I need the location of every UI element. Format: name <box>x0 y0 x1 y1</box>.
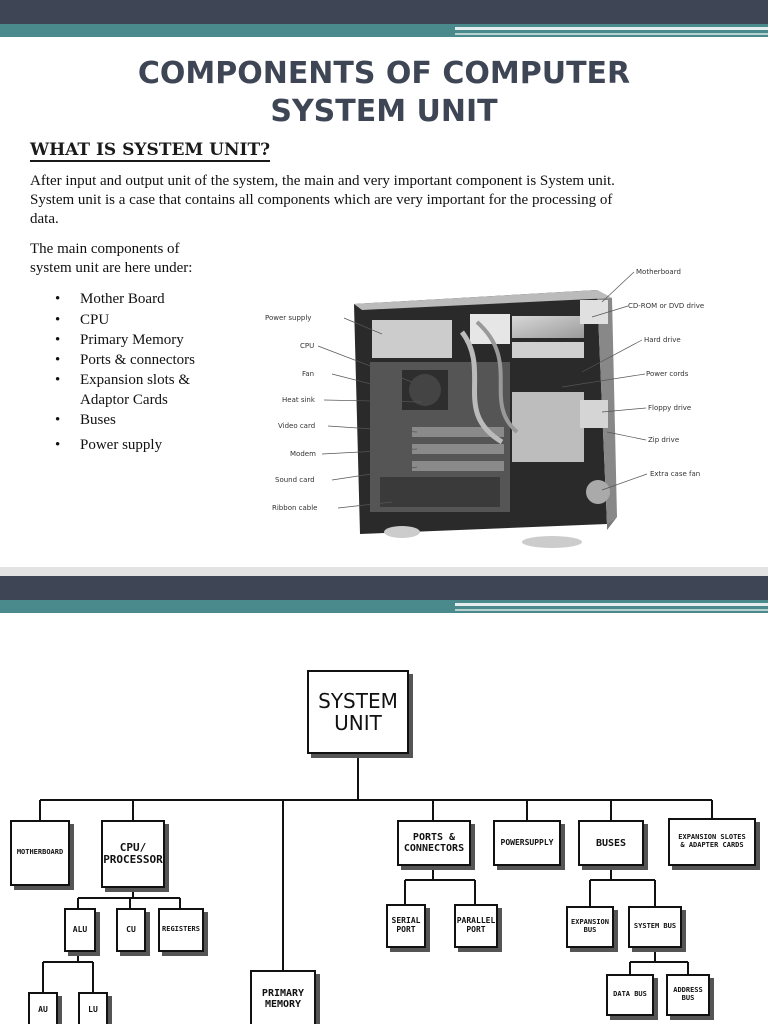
node-alu: ALU <box>64 908 96 952</box>
node-system-unit: SYSTEM UNIT <box>307 670 409 754</box>
label-power-cords: Power cords <box>646 370 689 378</box>
label-cpu: CPU <box>300 342 315 350</box>
node-motherboard: MOTHERBOARD <box>10 820 70 886</box>
label-cd-rom-drive: CD-ROM or DVD drive <box>628 302 705 310</box>
slide-title-line-2: SYSTEM UNIT <box>270 94 498 129</box>
label-power-supply: Power supply <box>265 314 312 322</box>
label-zip-drive: Zip drive <box>648 436 680 444</box>
tree-connectors <box>0 576 768 1024</box>
label-heat-sink: Heat sink <box>282 396 315 404</box>
node-expansion-slots-adapter-cards: EXPANSION SLOTES & ADAPTER CARDS <box>668 818 756 866</box>
slide-header-bar <box>0 0 768 40</box>
node-address-bus: ADDRESS BUS <box>666 974 710 1016</box>
node-buses: BUSES <box>578 820 644 866</box>
intro-line-2: system unit are here under: <box>30 260 193 276</box>
node-primary-memory: PRIMARY MEMORY <box>250 970 316 1024</box>
label-fan: Fan <box>302 370 315 378</box>
slide-1: COMPONENTS OF COMPUTER SYSTEM UNIT WHAT IS SYSTEM UNIT? After input and output unit of the system, the main and very important component is System unit. System unit is a case that contains all components which are very important for the processing of data. The main components of system unit are here under: • Mother Board • CPU • Primary Memory • Ports & connectors • Expansion slots & Adaptor Cards • Buses • Power supply Power supply CPU Fan Heat sink Video card Modem Sound card Ribbon cable Motherboard CD-ROM or DVD drive Hard drive Power cords Floppy drive Zip drive Extra case fan <box>0 0 768 567</box>
node-registers: REGISTERS <box>158 908 204 952</box>
label-modem: Modem <box>290 450 316 458</box>
label-motherboard: Motherboard <box>636 268 681 276</box>
slide-separator <box>0 567 768 576</box>
section-heading: WHAT IS SYSTEM UNIT? <box>30 140 271 160</box>
node-au: AU <box>28 992 58 1024</box>
slide-2 <box>0 576 768 1024</box>
paragraph-line-3: data. <box>30 211 59 227</box>
node-data-bus: DATA BUS <box>606 974 654 1016</box>
label-sound-card: Sound card <box>275 476 315 484</box>
slide-title-line-1: COMPONENTS OF COMPUTER <box>137 56 631 91</box>
node-ports-connectors: PORTS & CONNECTORS <box>397 820 471 866</box>
node-expansion-bus: EXPANSION BUS <box>566 906 614 948</box>
node-system-bus: SYSTEM BUS <box>628 906 682 948</box>
node-parallel-port: PARALLEL PORT <box>454 904 498 948</box>
label-hard-drive: Hard drive <box>644 336 681 344</box>
label-ribbon-cable: Ribbon cable <box>272 504 318 512</box>
node-cu: CU <box>116 908 146 952</box>
node-serial-port: SERIAL PORT <box>386 904 426 948</box>
label-extra-case-fan: Extra case fan <box>650 470 701 478</box>
node-cpu-processor: CPU/ PROCESSOR <box>101 820 165 888</box>
node-power-supply: POWERSUPPLY <box>493 820 561 866</box>
paragraph-line-2: System unit is a case that contains all components which are very important for the processing of <box>30 192 613 208</box>
label-floppy-drive: Floppy drive <box>648 404 692 412</box>
paragraph-line-1: After input and output unit of the system, the main and very important component is System unit. <box>30 173 615 189</box>
intro-line-1: The main components of <box>30 241 180 257</box>
node-lu: LU <box>78 992 108 1024</box>
label-video-card: Video card <box>278 422 316 430</box>
